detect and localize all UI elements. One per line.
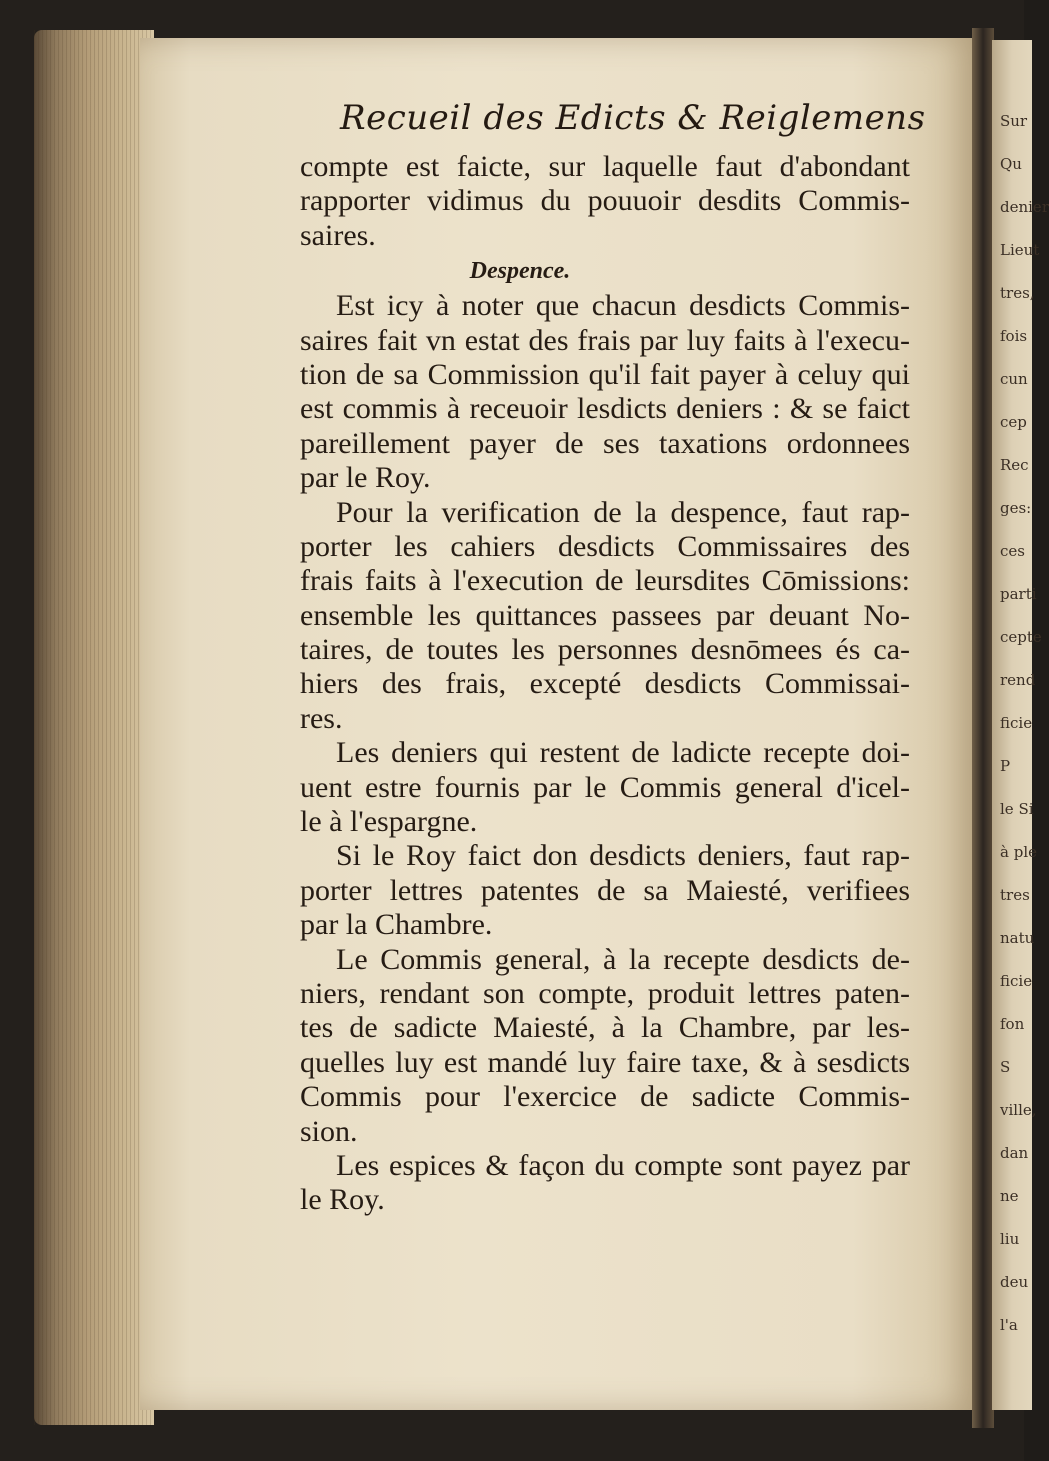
book-gutter xyxy=(972,28,994,1428)
text-line: Commis pour l'exercice de sadicte Commis- xyxy=(300,1080,910,1114)
book-fore-edge xyxy=(34,30,154,1425)
text-line: porter les cahiers desdicts Commissaires des xyxy=(300,529,910,563)
page-body xyxy=(300,150,910,1218)
adjacent-page-fragment: fon xyxy=(1000,1015,1025,1033)
adjacent-page-fragment: deu xyxy=(1000,1273,1029,1291)
adjacent-page-fragment: S xyxy=(1000,1058,1011,1076)
text-line: Le Commis general, à la recepte desdicts de- xyxy=(336,942,910,976)
text-line: uent estre fournis par le Commis general d'icel- xyxy=(300,770,910,804)
text-line: le Roy. xyxy=(300,1183,385,1217)
text-line: Si le Roy faict don desdicts deniers, faut rap- xyxy=(336,839,910,873)
adjacent-page-fragment: cepte xyxy=(1000,628,1042,646)
adjacent-page-fragment: le Si xyxy=(1000,800,1034,818)
adjacent-page-fragment: Lieut xyxy=(1000,241,1040,259)
section-title: Despence. xyxy=(469,258,571,285)
adjacent-page-fragment: P xyxy=(1000,757,1011,775)
adjacent-page-fragment: l'a xyxy=(1000,1316,1018,1334)
adjacent-page-fragment: cep xyxy=(1000,413,1027,431)
adjacent-page-fragment: Rec xyxy=(1000,456,1029,474)
adjacent-page-fragment: ficie xyxy=(1000,972,1033,990)
text-line: est commis à receuoir lesdicts deniers : & se faict xyxy=(300,392,910,426)
adjacent-page-fragment: parti xyxy=(1000,585,1037,603)
text-line: ensemble les quittances passees par deuant No- xyxy=(300,598,910,632)
text-line: tes de sadicte Maiesté, à la Chambre, par les- xyxy=(300,1011,910,1045)
text-line: par le Roy. xyxy=(300,461,431,495)
adjacent-page-fragment: ficie xyxy=(1000,714,1033,732)
text-line: res. xyxy=(300,701,343,735)
text-line: rapporter vidimus du pouuoir desdits Commis- xyxy=(300,184,910,218)
text-line: sion. xyxy=(300,1114,358,1148)
adjacent-page-fragment: Sur xyxy=(1000,112,1028,130)
adjacent-page-text xyxy=(1000,100,1049,1347)
adjacent-page-fragment: fois xyxy=(1000,327,1028,345)
adjacent-page-fragment: cun xyxy=(1000,370,1028,388)
adjacent-page-fragment: à ple xyxy=(1000,843,1037,861)
text-line: niers, rendant son compte, produit lettres paten- xyxy=(300,976,910,1010)
adjacent-page-fragment: tres xyxy=(1000,886,1030,904)
text-line: saires. xyxy=(300,218,376,252)
text-line: frais faits à l'execution de leursdites Cōmissions: xyxy=(300,564,910,598)
text-line: saires fait vn estat des frais par luy faits à l'execu- xyxy=(300,323,910,357)
adjacent-page-fragment: ne xyxy=(1000,1187,1019,1205)
text-line: hiers des frais, excepté desdicts Commissai- xyxy=(300,667,910,701)
text-line: quelles luy est mandé luy faire taxe, & à sesdicts xyxy=(300,1045,910,1079)
text-line: Pour la verification de la despence, faut rap- xyxy=(336,495,910,529)
adjacent-page-fragment: ces xyxy=(1000,542,1025,560)
running-head: Recueil des Edicts & Reiglemens xyxy=(340,98,926,138)
adjacent-page-fragment: rend xyxy=(1000,671,1036,689)
text-line: compte est faicte, sur laquelle faut d'abondant xyxy=(300,150,910,183)
adjacent-page-fragment: denier xyxy=(1000,198,1049,216)
adjacent-page-fragment: ges: xyxy=(1000,499,1032,517)
text-line: taires, de toutes les personnes desnōmees és ca- xyxy=(300,633,910,667)
adjacent-page-fragment: ville, xyxy=(1000,1101,1037,1119)
text-line: Les deniers qui restent de ladicte recepte doi- xyxy=(336,736,910,770)
text-line: le à l'espargne. xyxy=(300,805,478,839)
text-line: pareillement payer de ses taxations ordonnees xyxy=(300,426,910,460)
adjacent-page-fragment: tres, xyxy=(1000,284,1035,302)
adjacent-page-fragment: natu xyxy=(1000,929,1035,947)
text-line: tion de sa Commission qu'il fait payer à celuy qui xyxy=(300,357,910,391)
text-line: par la Chambre. xyxy=(300,908,493,942)
adjacent-page-fragment: Qu xyxy=(1000,155,1022,173)
text-line: Les espices & façon du compte sont payez par xyxy=(336,1148,910,1182)
adjacent-page-fragment: liu xyxy=(1000,1230,1020,1248)
text-line: Est icy à noter que chacun desdicts Commis- xyxy=(336,289,910,323)
adjacent-page-fragment: dan xyxy=(1000,1144,1029,1162)
text-line: porter lettres patentes de sa Maiesté, verifiees xyxy=(300,873,910,907)
